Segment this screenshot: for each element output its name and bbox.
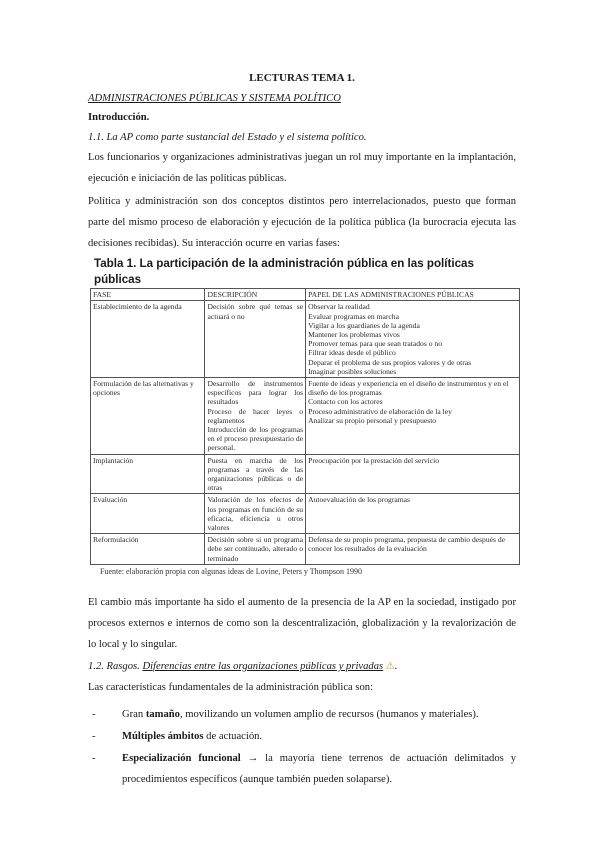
table-cell-papel: Observar la realidad Evaluar programas en marcha Vigilar a los guardianes de la agenda Mantener los problemas vivos Promover temas para que sean tratados o no Filtrar ideas desde el público Deparar el problema de sus propios valores y de otras Imaginar posibles soluciones <box>306 301 520 378</box>
table-cell-descripcion: Desarrollo de instrumentos específicos para lograr los resultados Proceso de hacer leyes o reglamentos Introducción de los programas en el proceso presupuestario de personal. <box>205 378 306 455</box>
table-row <box>91 454 520 494</box>
table-row <box>91 494 520 534</box>
document-page <box>88 66 516 790</box>
table-cell-fase: Evaluación <box>91 494 205 534</box>
section-heading-1-2 <box>88 659 516 675</box>
table-row <box>91 301 520 378</box>
list-dash: - <box>92 730 96 742</box>
list-item-bold: tamaño <box>145 708 180 720</box>
document-subtitle: ADMINISTRACIONES PÚBLICAS Y SISTEMA POLÍTICO <box>88 92 341 104</box>
table-cell-papel: Defensa de su propio programa, propuesta de cambio después de conocer los resultados de la evaluación <box>306 534 520 565</box>
table-cell-fase: Establecimiento de la agenda <box>91 301 205 378</box>
table-cell-descripcion: Puesta en marcha de los programas a través de las organizaciones públicas o de otras <box>205 454 306 494</box>
list-item <box>88 748 516 790</box>
table-row <box>91 534 520 565</box>
document-title: LECTURAS TEMA 1. <box>249 72 355 84</box>
list-item-bold: Múltiples ámbitos <box>122 730 204 742</box>
section-heading-1-1: 1.1. La AP como parte sustancial del Estado y el sistema político. <box>88 132 367 144</box>
table-source: Fuente: elaboración propia con algunas ideas de Lovine, Peters y Thompson 1990 <box>100 566 363 576</box>
warning-icon: ⚠ <box>385 660 395 672</box>
table-cell-papel: Preocupación por la prestación del servicio <box>306 454 520 494</box>
list-item-text-pre: Gran <box>122 708 146 720</box>
table-cell-fase: Reformulación <box>91 534 205 565</box>
table-caption: Tabla 1. La participación de la administración pública en las políticas públicas <box>94 257 474 287</box>
table-cell-descripcion: Decisión sobre qué temas se actuará o no <box>205 301 306 378</box>
paragraph-2: Política y administración son dos conceptos distintos pero interrelacionados, puesto que forman parte del mismo proceso de elaboración y ejecución de la política pública (la burocracia ejecuta las decisiones recibidas). Su interacción ocurre en varias fases: <box>88 196 516 250</box>
table-header-papel: PAPEL DE LAS ADMINISTRACIONES PÚBLICAS <box>306 289 520 301</box>
paragraph-1: Los funcionarios y organizaciones administrativas juegan un rol muy importante en la implantación, ejecución e iniciación de las políticas públicas. <box>88 152 516 185</box>
section-1-2-link[interactable]: Diferencias entre las organizaciones públicas y privadas <box>142 660 384 672</box>
intro-heading: Introducción. <box>88 112 150 124</box>
list-dash: - <box>92 708 96 720</box>
list-item <box>88 704 516 725</box>
table-cell-fase: Implantación <box>91 454 205 494</box>
paragraph-3: El cambio más importante ha sido el aumento de la presencia de la AP en la sociedad, instigado por procesos externos e internos de como son la descentralización, globalización y la revalorización de lo local y lo singular. <box>88 596 516 650</box>
list-item <box>88 726 516 747</box>
table-cell-descripcion: Valoración de los efectos de los programas en función de su eficacia, eficiencia u otros valores <box>205 494 306 534</box>
table-header-descripcion: DESCRIPCIÓN <box>205 289 306 301</box>
table-header-row <box>91 289 520 301</box>
characteristics-list <box>88 704 516 790</box>
table-cell-papel: Autoevaluación de los programas <box>306 494 520 534</box>
list-item-bold: Especialización funcional <box>122 752 241 764</box>
table-cell-descripcion: Decisión sobre si un programa debe ser continuado, alterado o terminado <box>205 534 306 565</box>
list-item-text-post: , movilizando un volumen amplio de recursos (humanos y materiales). <box>179 708 479 720</box>
list-item-text-post: de actuación. <box>203 730 263 742</box>
phases-table <box>90 288 520 565</box>
table-cell-fase: Formulación de las alternativas y opciones <box>91 378 205 455</box>
table-header-fase: FASE <box>91 289 205 301</box>
paragraph-4: Las características fundamentales de la administración pública son: <box>88 681 374 693</box>
list-dash: - <box>92 752 96 764</box>
table-body <box>91 301 520 564</box>
section-1-2-prefix: 1.2. Rasgos. <box>88 660 140 672</box>
section-1-2-end: . <box>394 660 398 672</box>
table-cell-papel: Fuente de ideas y experiencia en el diseño de instrumentos y en el diseño de los programas Contacto con los actores Proceso administrativo de elaboración de la ley Analizar su propio personal y presupuesto <box>306 378 520 455</box>
table-row <box>91 378 520 455</box>
list-item-text-post: → la mayoría tiene terrenos de actuación delimitados y procedimientos específicos (aunque también pueden solaparse). <box>122 752 516 785</box>
